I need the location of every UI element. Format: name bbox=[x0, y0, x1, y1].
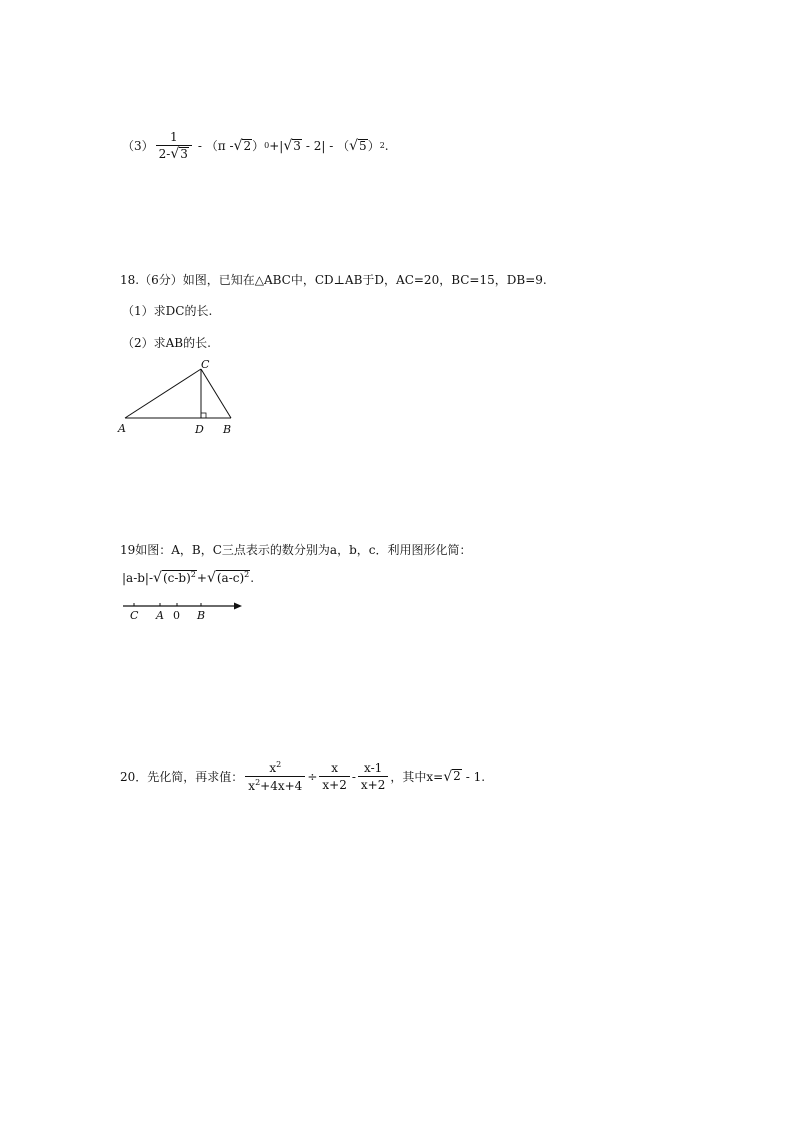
sqrt-2: √ 2 bbox=[233, 137, 252, 154]
q17-part3-expression bbox=[122, 130, 389, 161]
radicand: 2 bbox=[243, 138, 252, 153]
term-pi: - （π - bbox=[197, 139, 234, 154]
radicand: (a-c) bbox=[216, 571, 245, 585]
q20-expression bbox=[120, 760, 485, 793]
label-c: C bbox=[201, 358, 210, 371]
q17-part3-label: （3） bbox=[122, 139, 154, 154]
number-line-figure bbox=[118, 598, 248, 624]
q18-part2: （2）求AB的长. bbox=[122, 336, 211, 350]
fraction-denominator bbox=[156, 145, 192, 161]
label-b: B bbox=[223, 423, 232, 436]
radicand: 2 bbox=[453, 769, 461, 784]
condition-text: ，其中x= bbox=[390, 770, 444, 784]
plus-abs-open: +| bbox=[269, 138, 284, 153]
arrow-right-icon bbox=[234, 603, 242, 610]
denominator-text: 2- bbox=[158, 147, 171, 162]
radicand: 3 bbox=[293, 138, 301, 153]
sqrt-5: √ 5 bbox=[349, 137, 367, 154]
fraction-numerator: x-1 bbox=[364, 761, 383, 775]
q20-prefix: 20．先化简，再求值： bbox=[120, 770, 244, 784]
label-zero: 0 bbox=[173, 609, 180, 622]
exponent-two: 2 bbox=[379, 141, 385, 151]
sqrt-3: √ 3 bbox=[170, 146, 188, 163]
fraction-denominator: x+2 bbox=[319, 776, 349, 792]
fraction-x-minus-1-over-x-plus-2 bbox=[358, 761, 388, 792]
q18-part1: （1）求DC的长. bbox=[122, 304, 213, 318]
fraction-x2-over-quadratic bbox=[245, 760, 305, 793]
fraction-denominator: x+2 bbox=[358, 776, 388, 792]
numerator-text: x bbox=[269, 761, 277, 775]
sqrt-2: √ 2 bbox=[443, 768, 461, 785]
radicand: 5 bbox=[359, 138, 367, 153]
q19-expression bbox=[122, 570, 254, 585]
right-angle-mark bbox=[201, 413, 206, 418]
segment-cb bbox=[201, 369, 231, 418]
radicand: (c-b) bbox=[162, 571, 191, 585]
fraction-numerator bbox=[266, 760, 284, 776]
sqrt-c-minus-b-squared: √ $(c-b)^2$ bbox=[153, 570, 196, 587]
close-paren-2: ） bbox=[367, 139, 380, 154]
denominator-rest: +4x+4 bbox=[260, 779, 303, 793]
radicand: 3 bbox=[180, 147, 188, 161]
abs-term: |a-b|- bbox=[122, 570, 154, 585]
exponent: 2 bbox=[244, 570, 250, 579]
label-a: A bbox=[118, 422, 126, 435]
triangle-abc-figure bbox=[115, 356, 245, 438]
exponent: 2 bbox=[255, 778, 261, 787]
close-paren: ） bbox=[252, 139, 265, 154]
q19-header: 19如图：A，B，C三点表示的数分别为a，b，c．利用图形化简： bbox=[120, 543, 472, 557]
minus-sign: - bbox=[351, 769, 356, 784]
division-sign: ÷ bbox=[307, 769, 318, 784]
fraction-denominator bbox=[245, 776, 305, 793]
q18-header: 18.（6分）如图，已知在△ABC中，CD⊥AB于D，AC=20，BC=15，DB=9. bbox=[120, 273, 547, 287]
label-b: B bbox=[197, 609, 206, 622]
fraction-numerator: x bbox=[331, 761, 338, 775]
plus-sign: + bbox=[196, 570, 207, 585]
abs-close-term: - 2| - （ bbox=[305, 139, 350, 154]
condition-end: - 1. bbox=[465, 769, 486, 784]
sqrt-3-abs: √ 3 bbox=[283, 137, 301, 154]
segment-ac bbox=[125, 369, 201, 418]
label-c: C bbox=[130, 609, 139, 622]
exponent: 2 bbox=[190, 570, 196, 579]
period: . bbox=[250, 570, 255, 585]
sqrt-a-minus-c-squared: √ $(a-c)^2$ bbox=[206, 570, 250, 587]
label-a: A bbox=[156, 609, 164, 622]
fraction-x-over-x-plus-2 bbox=[319, 761, 349, 792]
fraction-1-over-2-minus-root3 bbox=[156, 130, 192, 161]
period: . bbox=[384, 138, 389, 153]
exponent: 2 bbox=[276, 760, 282, 769]
fraction-numerator: 1 bbox=[169, 130, 178, 144]
exponent-zero: 0 bbox=[264, 141, 270, 151]
label-d: D bbox=[195, 423, 204, 436]
denominator-x: x bbox=[248, 779, 256, 793]
